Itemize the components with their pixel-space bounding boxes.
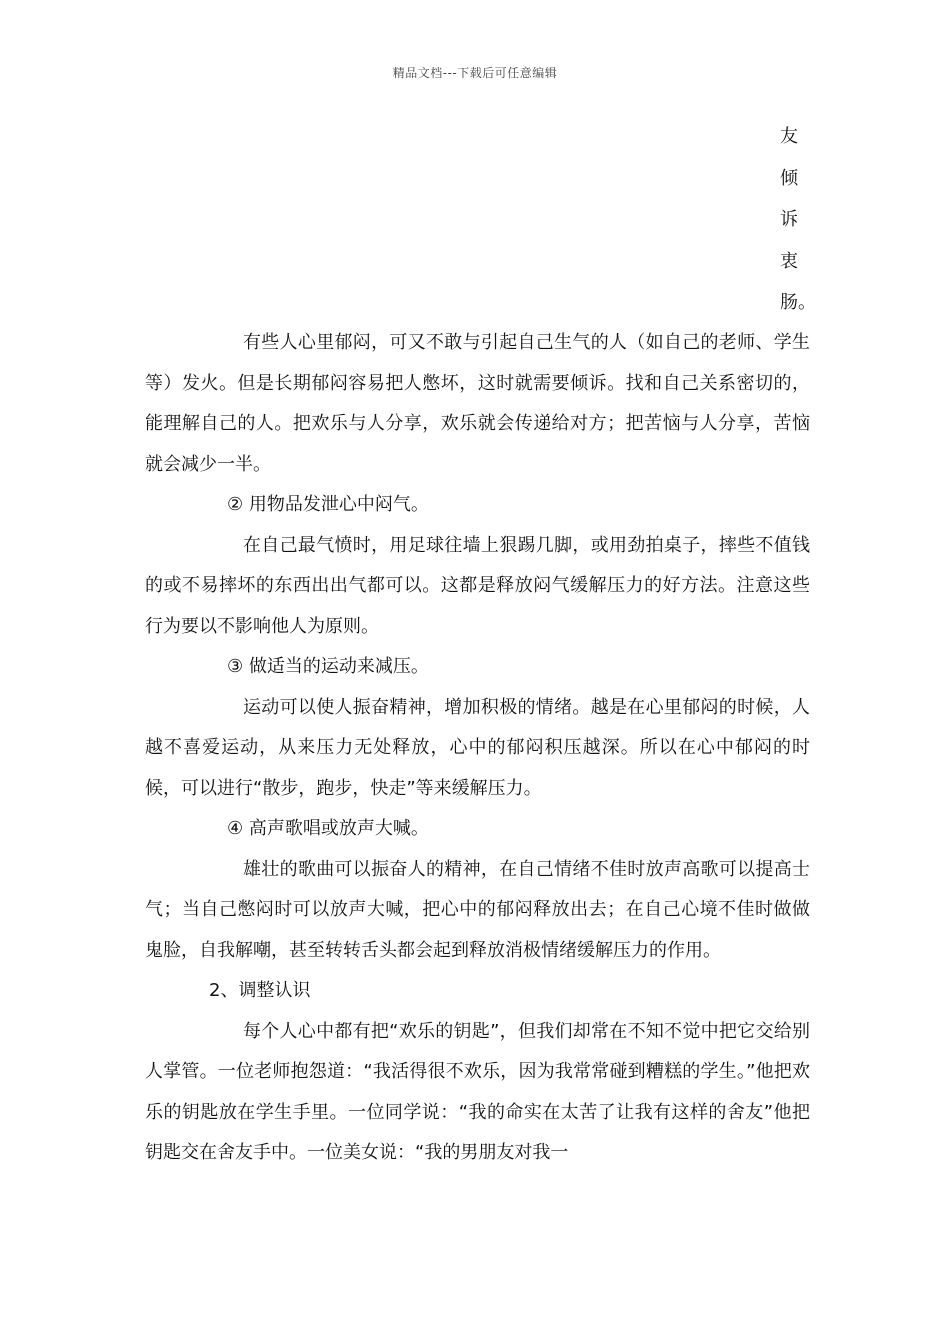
paragraph: 运动可以使人振奋精神，增加积极的情绪。越是在心里郁闷的时候，人越不喜爱运动，从来压力无处释放，心中的郁闷积压越深。所以在心中郁闷的时候，可以进行“散步，跑步，快走”等来缓解压力。	[145, 696, 810, 799]
vertical-text-column	[780, 124, 840, 332]
list-item-heading: ② 用物品发泄心中闷气。	[227, 494, 429, 515]
document-body	[145, 323, 810, 1174]
vertical-char: 倾	[780, 167, 798, 189]
paragraph: 每个人心中都有把“欢乐的钥匙”，但我们却常在不知不觉中把它交给别人掌管。一位老师抱怨道：“我活得很不欢乐，因为我常常碰到糟糕的学生。”他把欢乐的钥匙放在学生手里。一位同学说：“我的命实在太苦了让我有这样的舍友”他把钥匙交在舍友手中。一位美女说：“我的男朋友对我一	[145, 1020, 810, 1163]
vertical-char: 友	[780, 126, 798, 147]
page-header: 精品文档---下载后可任意编辑	[392, 66, 558, 80]
paragraph: 在自己最气愤时，用足球往墙上狠踢几脚，或用劲拍桌子，摔些不值钱的或不易摔坏的东西出出气都可以。这都是释放闷气缓解压力的好方法。注意这些行为要以不影响他人为原则。	[145, 534, 810, 637]
section-heading: 2、调整认识	[209, 980, 311, 1001]
paragraph: 雄壮的歌曲可以振奋人的精神，在自己情绪不佳时放声高歌可以提高士气；当自己憋闷时可以放声大喊，把心中的郁闷释放出去；在自己心境不佳时做做鬼脸，自我解嘲，甚至转转舌头都会起到释放消极情绪缓解压力的作用。	[145, 858, 810, 961]
list-item-heading: ③ 做适当的运动来减压。	[227, 656, 429, 677]
list-item-heading: ④ 高声歌唱或放声大喊。	[227, 818, 429, 839]
vertical-char: 肠。	[780, 292, 816, 313]
vertical-char: 衷	[780, 250, 798, 272]
vertical-char: 诉	[780, 209, 798, 230]
paragraph: 有些人心里郁闷，可又不敢与引起自己生气的人（如自己的老师、学生等）发火。但是长期郁闷容易把人憋坏，这时就需要倾诉。找和自己关系密切的，能理解自己的人。把欢乐与人分享，欢乐就会传递给对方；把苦恼与人分享，苦恼就会减少一半。	[145, 332, 810, 475]
